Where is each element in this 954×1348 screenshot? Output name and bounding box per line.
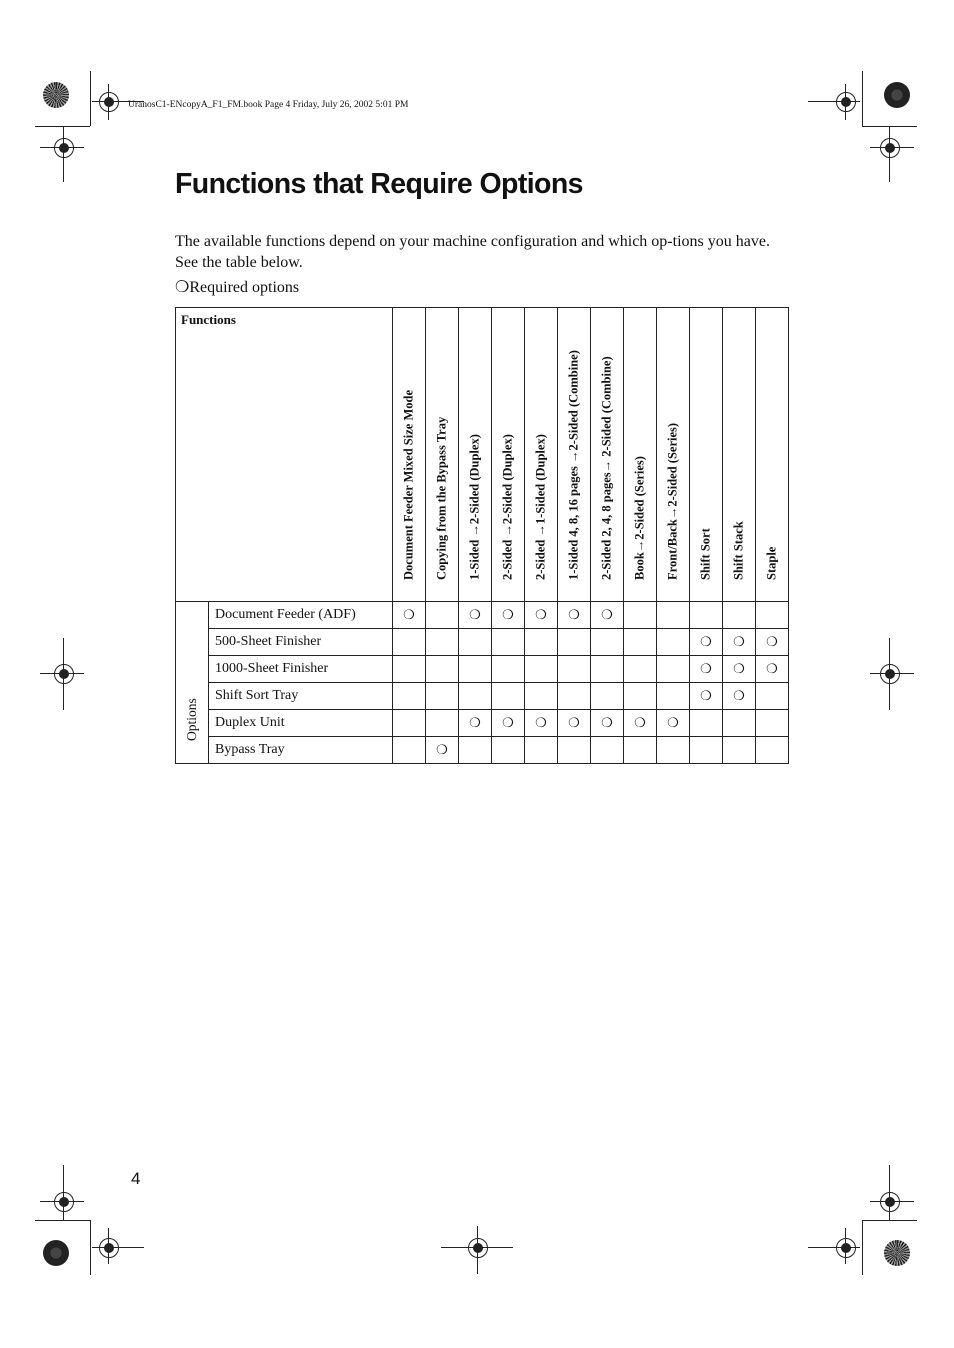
- empty-cell: [558, 737, 591, 764]
- registration-mark-icon: [54, 138, 74, 158]
- empty-cell: [525, 683, 558, 710]
- column-header: [756, 308, 789, 602]
- required-mark-cell: ❍: [591, 710, 624, 737]
- empty-cell: [756, 710, 789, 737]
- empty-cell: [723, 710, 756, 737]
- empty-cell: [459, 629, 492, 656]
- empty-cell: [426, 602, 459, 629]
- empty-cell: [558, 683, 591, 710]
- required-mark-cell: ❍: [558, 710, 591, 737]
- column-header: [591, 308, 624, 602]
- required-mark-cell: ❍: [723, 683, 756, 710]
- empty-cell: [690, 710, 723, 737]
- option-row-label: Bypass Tray: [209, 737, 393, 764]
- required-mark-cell: ❍: [690, 683, 723, 710]
- empty-cell: [624, 656, 657, 683]
- table-row: [176, 683, 789, 710]
- registration-mark-icon: [54, 1192, 74, 1212]
- crop-mark: [90, 71, 91, 126]
- empty-cell: [657, 737, 690, 764]
- required-mark-cell: ❍: [558, 602, 591, 629]
- column-header-label: Shift Sort: [698, 528, 713, 580]
- column-header: [393, 308, 426, 602]
- empty-cell: [624, 683, 657, 710]
- registration-mark-icon: [836, 1238, 856, 1258]
- table-header-row: [176, 308, 789, 602]
- empty-cell: [657, 656, 690, 683]
- option-row-label: 500-Sheet Finisher: [209, 629, 393, 656]
- empty-cell: [525, 656, 558, 683]
- registration-mark-icon: [880, 664, 900, 684]
- empty-cell: [492, 656, 525, 683]
- required-mark-cell: ❍: [393, 602, 426, 629]
- empty-cell: [426, 710, 459, 737]
- color-bar-burst-icon: [884, 1240, 910, 1266]
- empty-cell: [525, 629, 558, 656]
- column-header: [558, 308, 591, 602]
- empty-cell: [690, 737, 723, 764]
- required-mark-cell: ❍: [426, 737, 459, 764]
- legend-required-options: ❍Required options: [175, 279, 300, 296]
- color-bar-burst-icon: [43, 82, 69, 108]
- empty-cell: [426, 683, 459, 710]
- page-title: Functions that Require Options: [175, 168, 583, 200]
- empty-cell: [459, 683, 492, 710]
- empty-cell: [426, 629, 459, 656]
- table-row: [176, 656, 789, 683]
- empty-cell: [393, 656, 426, 683]
- required-mark-cell: ❍: [624, 710, 657, 737]
- empty-cell: [657, 602, 690, 629]
- required-mark-cell: ❍: [459, 710, 492, 737]
- column-header-label: Staple: [764, 546, 779, 580]
- empty-cell: [558, 629, 591, 656]
- column-header-label: 2-Sided →1-Sided (Duplex): [533, 434, 548, 580]
- column-header-label: 2-Sided →2-Sided (Duplex): [500, 434, 515, 580]
- column-header-label: Copying from the Bypass Tray: [434, 416, 449, 580]
- column-header-label: 1-Sided →2-Sided (Duplex): [467, 434, 482, 580]
- registration-mark-icon: [99, 92, 119, 112]
- empty-cell: [657, 629, 690, 656]
- empty-cell: [591, 629, 624, 656]
- functions-header: Functions: [176, 308, 393, 602]
- column-header: [459, 308, 492, 602]
- registration-mark-icon: [99, 1238, 119, 1258]
- empty-cell: [558, 656, 591, 683]
- empty-cell: [756, 602, 789, 629]
- required-mark-cell: ❍: [525, 602, 558, 629]
- empty-cell: [393, 710, 426, 737]
- empty-cell: [756, 737, 789, 764]
- option-row-label: 1000-Sheet Finisher: [209, 656, 393, 683]
- empty-cell: [525, 737, 558, 764]
- required-mark-cell: ❍: [723, 656, 756, 683]
- registration-mark-icon: [468, 1238, 488, 1258]
- column-header: [723, 308, 756, 602]
- empty-cell: [492, 629, 525, 656]
- empty-cell: [657, 683, 690, 710]
- crop-mark: [35, 1220, 90, 1221]
- options-header-label: Options: [184, 698, 199, 741]
- column-header-label: Front/Back→2-Sided (Series): [665, 422, 680, 580]
- registration-mark-icon: [880, 1192, 900, 1212]
- option-row-label: Document Feeder (ADF): [209, 602, 393, 629]
- column-header: [690, 308, 723, 602]
- required-mark-cell: ❍: [756, 629, 789, 656]
- options-header: [176, 602, 209, 764]
- empty-cell: [624, 602, 657, 629]
- column-header: [525, 308, 558, 602]
- column-header-label: Book→2-Sided (Series): [632, 456, 647, 580]
- column-header-label: 2-Sided 2, 4, 8 pages→ 2-Sided (Combine): [599, 356, 614, 580]
- column-header: [624, 308, 657, 602]
- empty-cell: [459, 656, 492, 683]
- crop-mark: [862, 71, 863, 126]
- column-header-label: 1-Sided 4, 8, 16 pages →2-Sided (Combine): [566, 350, 581, 580]
- empty-cell: [492, 737, 525, 764]
- required-mark-cell: ❍: [525, 710, 558, 737]
- color-bar-burst-icon: [43, 1240, 69, 1266]
- required-mark-cell: ❍: [756, 656, 789, 683]
- table-row: [176, 602, 789, 629]
- empty-cell: [591, 683, 624, 710]
- intro-paragraph: The available functions depend on your machine configuration and which op-tions you have. See the table below.: [175, 233, 770, 271]
- registration-mark-icon: [54, 664, 74, 684]
- option-row-label: Shift Sort Tray: [209, 683, 393, 710]
- table-row: [176, 710, 789, 737]
- empty-cell: [723, 602, 756, 629]
- required-mark-cell: ❍: [690, 629, 723, 656]
- option-row-label: Duplex Unit: [209, 710, 393, 737]
- column-header-label: Shift Stack: [731, 521, 746, 580]
- empty-cell: [690, 602, 723, 629]
- required-mark-cell: ❍: [459, 602, 492, 629]
- functions-options-table: [175, 307, 789, 764]
- empty-cell: [393, 629, 426, 656]
- empty-cell: [459, 737, 492, 764]
- column-header-label: Document Feeder Mixed Size Mode: [401, 390, 416, 580]
- empty-cell: [492, 683, 525, 710]
- empty-cell: [624, 629, 657, 656]
- registration-mark-icon: [836, 92, 856, 112]
- required-mark-cell: ❍: [690, 656, 723, 683]
- required-mark-cell: ❍: [492, 710, 525, 737]
- empty-cell: [624, 737, 657, 764]
- table-row: [176, 629, 789, 656]
- required-mark-cell: ❍: [492, 602, 525, 629]
- empty-cell: [723, 737, 756, 764]
- required-mark-cell: ❍: [591, 602, 624, 629]
- crop-mark: [862, 1220, 863, 1275]
- color-bar-burst-icon: [884, 82, 910, 108]
- column-header: [657, 308, 690, 602]
- required-mark-cell: ❍: [657, 710, 690, 737]
- registration-mark-icon: [880, 138, 900, 158]
- print-header-line: UranosC1-ENcopyA_F1_FM.book Page 4 Friday, July 26, 2002 5:01 PM: [128, 100, 409, 110]
- empty-cell: [426, 656, 459, 683]
- column-header: [492, 308, 525, 602]
- column-header: [426, 308, 459, 602]
- empty-cell: [393, 737, 426, 764]
- empty-cell: [591, 656, 624, 683]
- empty-cell: [591, 737, 624, 764]
- crop-mark: [862, 1220, 917, 1221]
- empty-cell: [756, 683, 789, 710]
- required-mark-cell: ❍: [723, 629, 756, 656]
- page-number: 4: [131, 1169, 141, 1188]
- empty-cell: [393, 683, 426, 710]
- table-row: [176, 737, 789, 764]
